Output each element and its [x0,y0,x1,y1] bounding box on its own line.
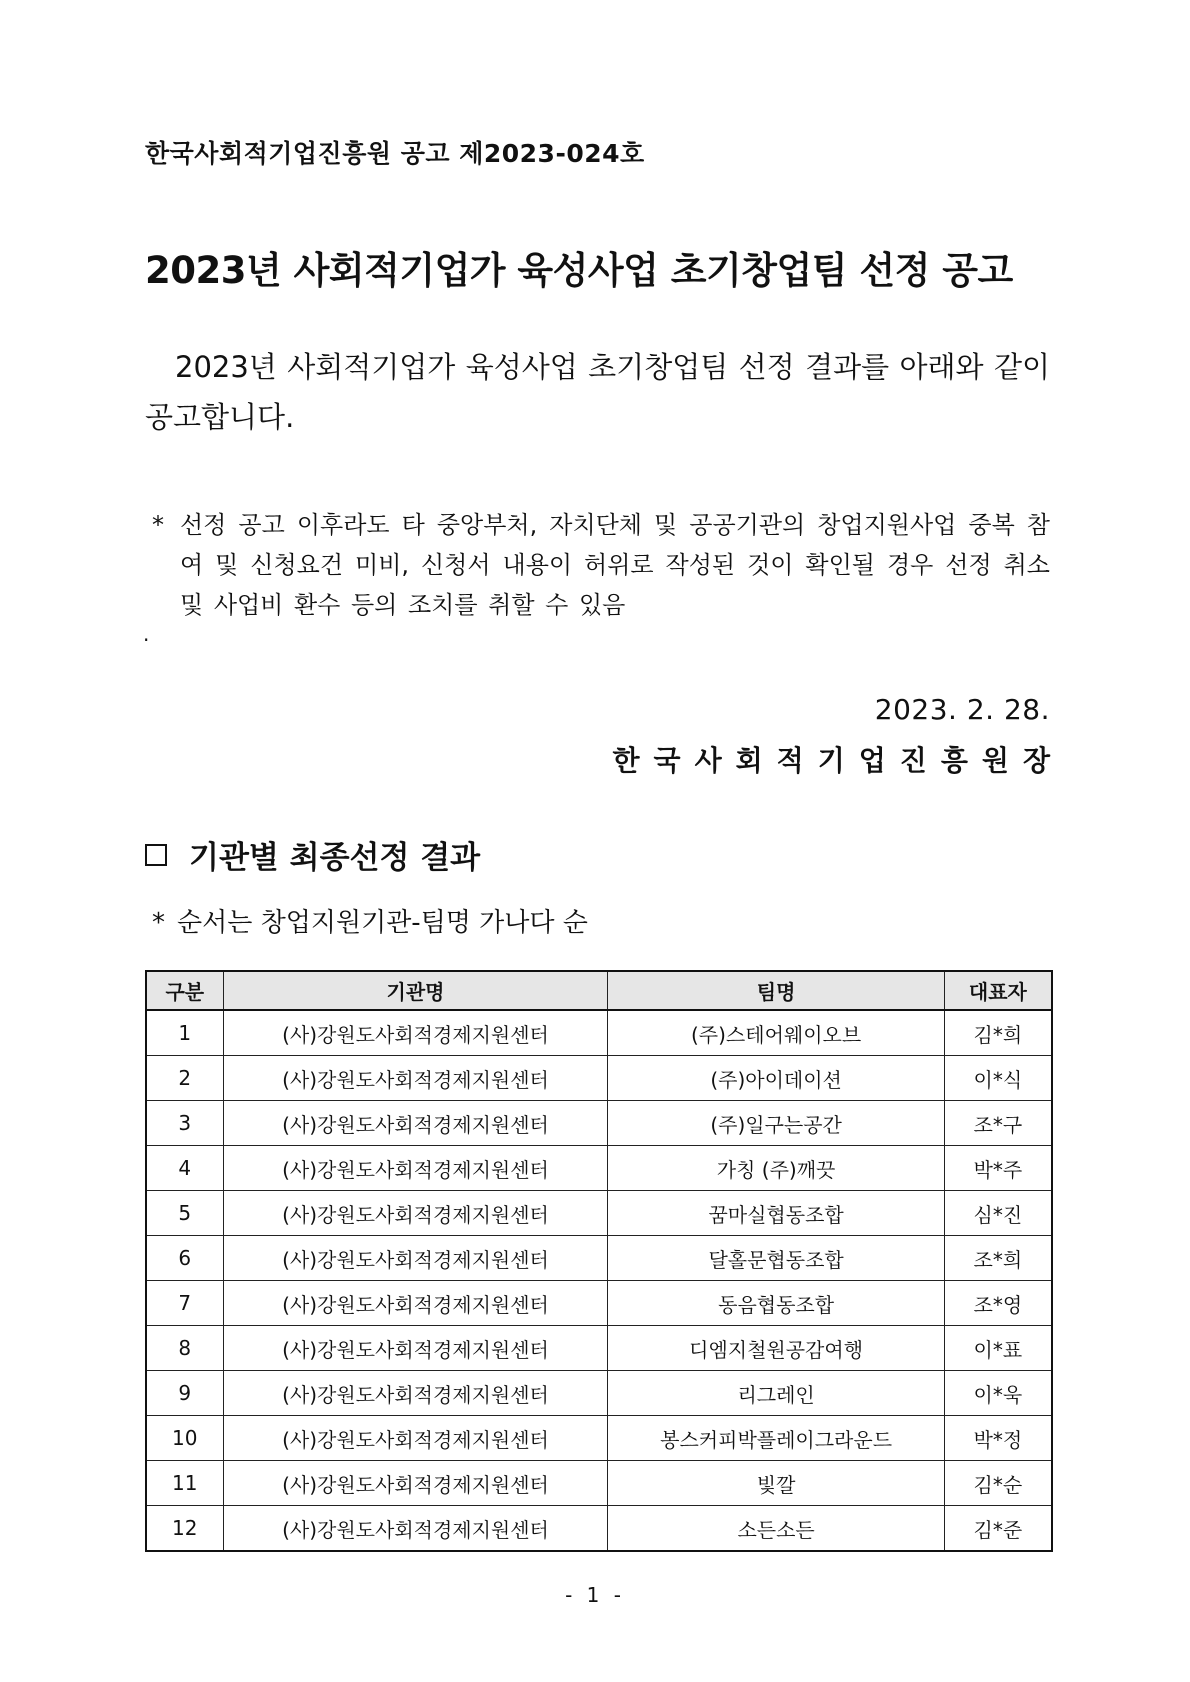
page-number: - 1 - [565,1583,625,1607]
caveat-text: 선정 공고 이후라도 타 중앙부처, 자치단체 및 공공기관의 창업지원사업 중복 참여 및 신청요건 미비, 신청서 내용이 허위로 작성된 것이 확인될 경우 선정 취소 및 사업비 환수 등의 조치를 취할 수 있음 [180,511,1050,619]
cell-number: 6 [146,1236,223,1281]
stray-dot: . [143,622,150,646]
order-note [152,902,588,939]
cell-number: 7 [146,1281,223,1326]
cell-organization: (사)강원도사회적경제지원센터 [223,1101,608,1146]
cell-team: 동음협동조합 [608,1281,944,1326]
table-row [146,1146,1052,1191]
table-row [146,1236,1052,1281]
cell-organization: (사)강원도사회적경제지원센터 [223,1371,608,1416]
cell-team: 디엠지철원공감여행 [608,1326,944,1371]
cell-team: 리그레인 [608,1371,944,1416]
cell-organization: (사)강원도사회적경제지원센터 [223,1191,608,1236]
cell-team: 소든소든 [608,1506,944,1552]
cell-number: 3 [146,1101,223,1146]
cell-number: 8 [146,1326,223,1371]
cell-representative: 이*식 [944,1056,1052,1101]
cell-representative: 조*영 [944,1281,1052,1326]
cell-team: (주)아이데이션 [608,1056,944,1101]
cell-representative: 박*정 [944,1416,1052,1461]
cell-representative: 조*희 [944,1236,1052,1281]
notice-date: 2023. 2. 28. [874,693,1050,726]
asterisk-marker: * [152,511,164,539]
cell-team: 가칭 (주)깨끗 [608,1146,944,1191]
header-cell-organization: 기관명 [223,971,608,1010]
cell-organization: (사)강원도사회적경제지원센터 [223,1056,608,1101]
table-row [146,1281,1052,1326]
table-row [146,1191,1052,1236]
cell-number: 11 [146,1461,223,1506]
results-table [145,970,1053,1552]
cell-representative: 김*준 [944,1506,1052,1552]
cell-number: 10 [146,1416,223,1461]
intro-paragraph: 2023년 사회적기업가 육성사업 초기창업팀 선정 결과를 아래와 같이 공고합니다. [145,350,1050,434]
cell-team: 빛깔 [608,1461,944,1506]
cell-organization: (사)강원도사회적경제지원센터 [223,1506,608,1552]
cell-representative: 김*순 [944,1461,1052,1506]
cell-number: 5 [146,1191,223,1236]
cell-organization: (사)강원도사회적경제지원센터 [223,1010,608,1056]
cell-representative: 이*표 [944,1326,1052,1371]
cell-number: 1 [146,1010,223,1056]
table-row [146,1461,1052,1506]
table-row [146,1101,1052,1146]
cell-organization: (사)강원도사회적경제지원센터 [223,1146,608,1191]
cell-number: 2 [146,1056,223,1101]
table-row [146,1416,1052,1461]
header-cell-number: 구분 [146,971,223,1010]
cell-number: 4 [146,1146,223,1191]
table-row [146,1010,1052,1056]
cell-number: 9 [146,1371,223,1416]
caveat-note [152,505,1050,625]
cell-team: 봉스커피박플레이그라운드 [608,1416,944,1461]
cell-representative: 심*진 [944,1191,1052,1236]
issuer-name: 한국사회적기업진흥원장 [612,744,1064,777]
header-cell-team: 팀명 [608,971,944,1010]
cell-representative: 이*욱 [944,1371,1052,1416]
table-row [146,1056,1052,1101]
section-heading [145,832,480,877]
empty-square-icon [145,844,167,866]
cell-representative: 조*구 [944,1101,1052,1146]
cell-team: (주)스테어웨이오브 [608,1010,944,1056]
section-heading-text: 기관별 최종선정 결과 [189,840,481,876]
cell-organization: (사)강원도사회적경제지원센터 [223,1236,608,1281]
cell-team: (주)일구는공간 [608,1101,944,1146]
cell-representative: 박*주 [944,1146,1052,1191]
table-row [146,1506,1052,1552]
header-cell-representative: 대표자 [944,971,1052,1010]
order-note-text: 순서는 창업지원기관-팀명 가나다 순 [177,908,588,938]
asterisk-marker: * [152,908,165,938]
cell-organization: (사)강원도사회적경제지원센터 [223,1461,608,1506]
table-row [146,1326,1052,1371]
table-header-row [146,971,1052,1010]
cell-organization: (사)강원도사회적경제지원센터 [223,1326,608,1371]
table-row [146,1371,1052,1416]
cell-organization: (사)강원도사회적경제지원센터 [223,1281,608,1326]
cell-team: 달홀문협동조합 [608,1236,944,1281]
document-title: 2023년 사회적기업가 육성사업 초기창업팀 선정 공고 [145,249,1013,292]
cell-number: 12 [146,1506,223,1552]
cell-representative: 김*희 [944,1010,1052,1056]
cell-team: 꿈마실협동조합 [608,1191,944,1236]
notice-number: 한국사회적기업진흥원 공고 제2023-024호 [145,139,645,168]
cell-organization: (사)강원도사회적경제지원센터 [223,1416,608,1461]
